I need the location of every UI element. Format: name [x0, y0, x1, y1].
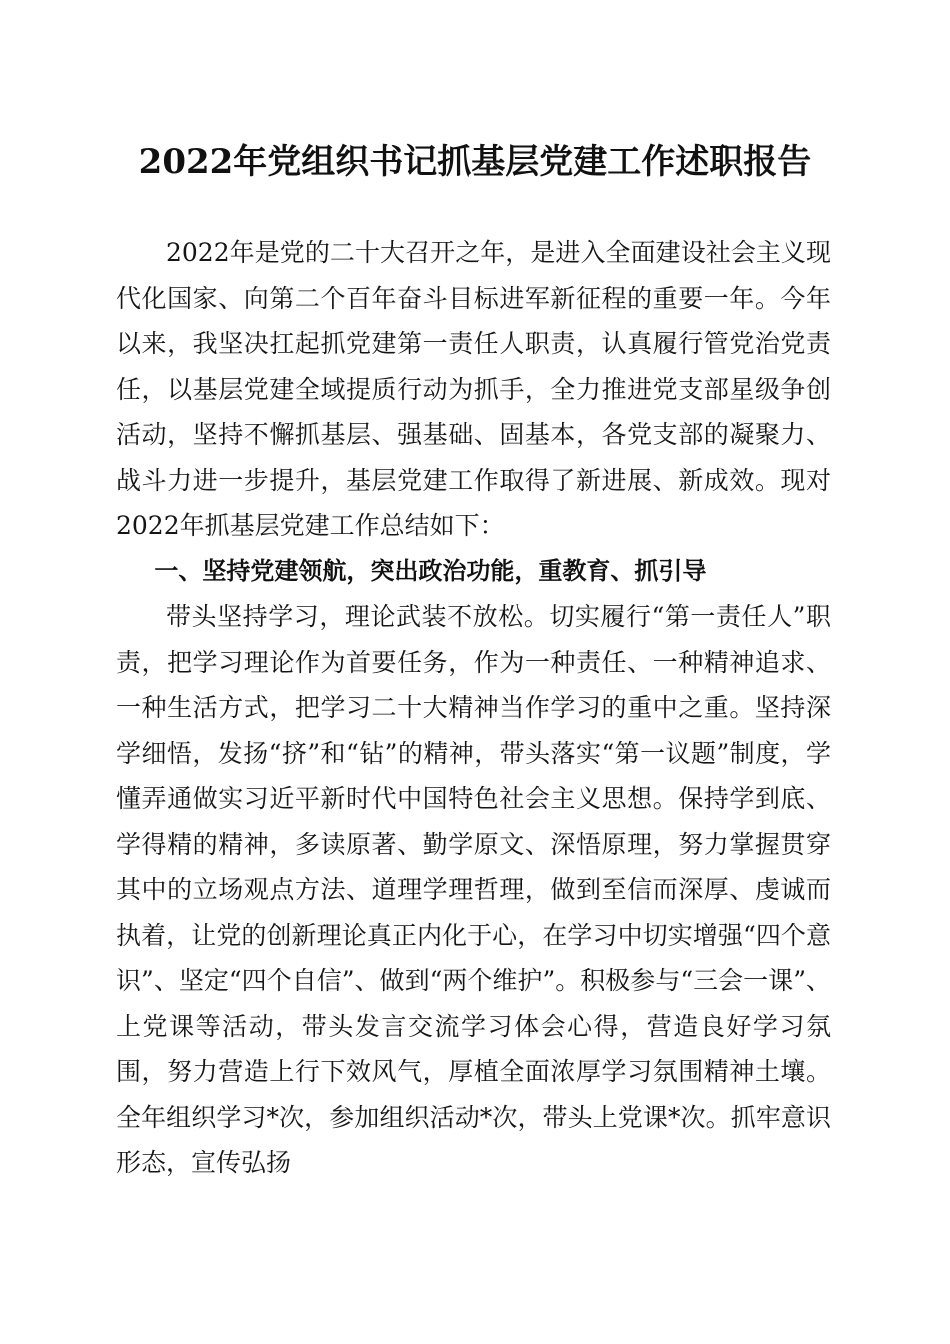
section-1-paragraph: 带头坚持学习，理论武装不放松。切实履行“第一责任人”职责，把学习理论作为首要任务，作为一种责任、一种精神追求、一种生活方式，把学习二十大精神当作学习的重中之重。坚持深学细悟，发扬“挤”和“钻”的精神，带头落实“第一议题”制度，学懂弄通做实习近平新时代中国特色社会主义思想。保持学到底、学得精的精神，多读原著、勤学原文、深悟原理，努力掌握贯穿其中的立场观点方法、道理学理哲理，做到至信而深厚、虔诚而执着，让党的创新理论真正内化于心，在学习中切实增强“四个意识”、坚定“四个自信”、做到“两个维护”。积极参与“三会一课”、上党课等活动，带头发言交流学习体会心得，营造良好学习氛围，努力营造上行下效风气，厚植全面浓厚学习氛围精神土壤。全年组织学习*次，参加组织活动*次，带头上党课*次。抓牢意识形态，宣传弘扬	[116, 602, 831, 1177]
intro-paragraph: 2022年是党的二十大召开之年，是进入全面建设社会主义现代化国家、向第二个百年奋斗目标进军新征程的重要一年。今年以来，我坚决扛起抓党建第一责任人职责，认真履行管党治党责任，以基层党建全域提质行动为抓手，全力推进党支部星级争创活动，坚持不懈抓基层、强基础、固基本，各党支部的凝聚力、战斗力进一步提升，基层党建工作取得了新进展、新成效。现对2022年抓基层党建工作总结如下：	[116, 238, 831, 540]
document-title: 2022年党组织书记抓基层党建工作述职报告	[138, 142, 812, 182]
document-body	[116, 230, 831, 1186]
section-heading-1: 一、坚持党建领航，突出政治功能，重教育、抓引导	[154, 556, 707, 585]
